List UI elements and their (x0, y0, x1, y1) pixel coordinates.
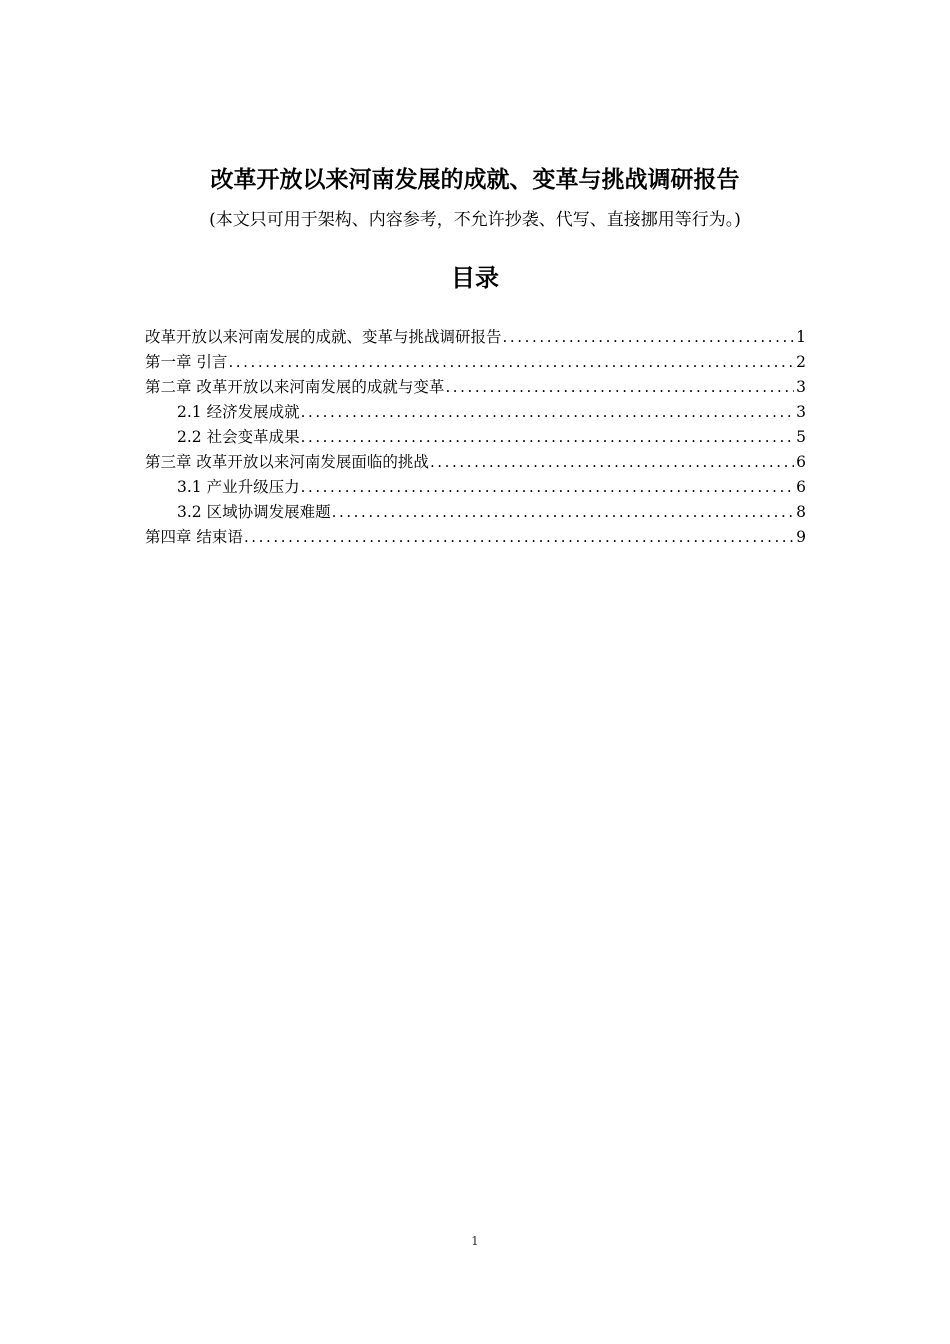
toc-entry-report-title[interactable] (145, 325, 806, 350)
toc-entry-page: 9 (796, 528, 806, 546)
toc-entry-page: 6 (796, 453, 806, 471)
toc-entry-section-2-1[interactable] (145, 400, 806, 425)
toc-dot-leader (430, 450, 794, 475)
toc-entry-section-3-2[interactable] (145, 500, 806, 525)
toc-entry-chapter-1[interactable] (145, 350, 806, 375)
toc-dot-leader (244, 525, 794, 550)
toc-entry-label: 2.2 社会变革成果 (177, 428, 300, 446)
toc-entry-label: 改革开放以来河南发展的成就、变革与挑战调研报告 (145, 328, 502, 346)
toc-heading: 目录 (451, 264, 499, 292)
toc-entry-chapter-2[interactable] (145, 375, 806, 400)
toc-entry-chapter-4[interactable] (145, 525, 806, 550)
toc-entry-section-2-2[interactable] (145, 425, 806, 450)
toc-entry-page: 1 (796, 328, 806, 346)
toc-entry-section-3-1[interactable] (145, 475, 806, 500)
toc-dot-leader (332, 500, 795, 525)
toc-entry-chapter-3[interactable] (145, 450, 806, 475)
toc-entry-page: 3 (796, 378, 806, 396)
toc-entry-label: 3.2 区域协调发展难题 (177, 503, 331, 521)
toc-dot-leader (301, 400, 795, 425)
toc-entry-page: 3 (796, 403, 806, 421)
toc-entry-page: 6 (796, 478, 806, 496)
toc-entry-page: 5 (796, 428, 806, 446)
toc-entry-label: 第四章 结束语 (145, 528, 243, 546)
toc-dot-leader (301, 475, 795, 500)
toc-entry-page: 2 (796, 353, 806, 371)
toc-dot-leader (503, 325, 795, 350)
page-number: 1 (471, 1234, 479, 1248)
toc-dot-leader (228, 350, 794, 375)
toc-entry-label: 第三章 改革开放以来河南发展面临的挑战 (145, 453, 429, 471)
toc-dot-leader (445, 375, 794, 400)
toc-entry-page: 8 (796, 503, 806, 521)
toc-entry-label: 2.1 经济发展成就 (177, 403, 300, 421)
document-title: 改革开放以来河南发展的成就、变革与挑战调研报告 (210, 167, 740, 193)
document-disclaimer: (本文只可用于架构、内容参考，不允许抄袭、代写、直接挪用等行为。) (209, 210, 741, 230)
table-of-contents (145, 325, 806, 550)
toc-entry-label: 3.1 产业升级压力 (177, 478, 300, 496)
toc-dot-leader (301, 425, 795, 450)
toc-entry-label: 第一章 引言 (145, 353, 228, 371)
toc-entry-label: 第二章 改革开放以来河南发展的成就与变革 (145, 378, 445, 396)
